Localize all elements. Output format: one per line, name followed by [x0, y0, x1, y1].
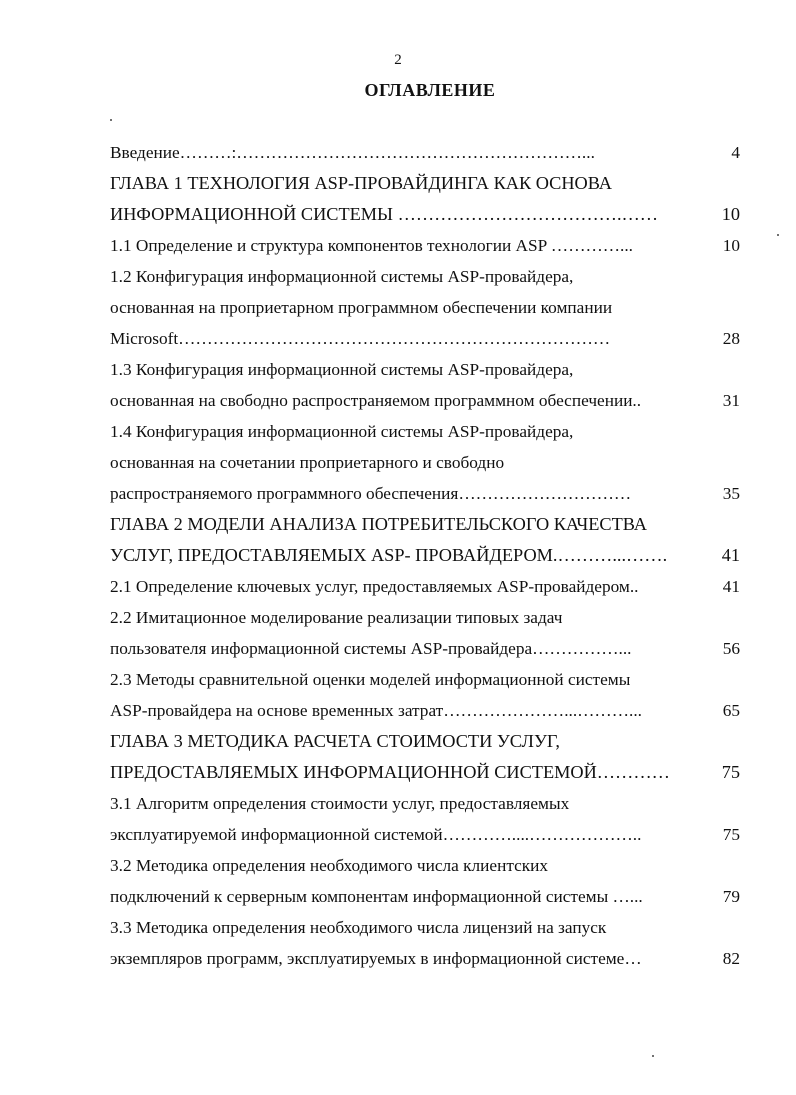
- toc-entry-3-1: [0, 788, 796, 819]
- toc-entry-text: УСЛУГ, ПРЕДОСТАВЛЯЕМЫХ ASP- ПРОВАЙДЕРОМ.………...…….: [110, 545, 668, 565]
- toc-entry-text: Microsoft…………………………………………………………………: [110, 329, 611, 348]
- toc-entry-page: 35: [722, 484, 740, 503]
- toc-entry-text: эксплуатируемой информационной системой…………....………………..: [110, 825, 642, 844]
- toc-entry-page: 41: [721, 545, 740, 565]
- toc-entry-text: Введение………:……………………………………………………...: [110, 143, 595, 162]
- toc-entry-3-2: [0, 850, 796, 881]
- toc-entry-text: основанная на сочетании проприетарного и свободно: [110, 453, 505, 472]
- toc-chapter-1-heading-cont: [0, 199, 796, 230]
- toc-entry-2-2: [0, 602, 796, 633]
- toc-entry-text: 3.1 Алгоритм определения стоимости услуг, предоставляемых: [110, 794, 570, 813]
- toc-entry-text: ПРЕДОСТАВЛЯЕМЫХ ИНФОРМАЦИОННОЙ СИСТЕМОЙ…………: [110, 762, 670, 782]
- toc-entry-page: 75: [721, 762, 740, 782]
- toc-entry-text: распространяемого программного обеспечения…………………………: [110, 484, 632, 503]
- toc-entry-text: основанная на проприетарном программном обеспечении компании: [110, 298, 613, 317]
- toc-entry-2-3-cont: [0, 695, 796, 726]
- toc-entry-3-2-cont: [0, 881, 796, 912]
- toc-entry-1-4-cont: [0, 478, 796, 509]
- scan-speck: [110, 119, 112, 121]
- toc-entry-text: 2.3 Методы сравнительной оценки моделей информационной системы: [110, 670, 631, 689]
- toc-entry-text: 2.1 Определение ключевых услуг, предоставляемых ASP-провайдером..: [110, 577, 639, 596]
- toc-entry-text: 2.2 Имитационное моделирование реализации типовых задач: [110, 608, 563, 627]
- toc-chapter-1-heading: [0, 168, 796, 199]
- toc-chapter-3-heading-cont: [0, 757, 796, 788]
- toc-entry-page: 10: [722, 236, 740, 255]
- toc-entry-1-2: [0, 261, 796, 292]
- toc-entry-1-4-cont: [0, 447, 796, 478]
- toc-entry-page: 82: [722, 949, 740, 968]
- toc-entry-1-3: [0, 354, 796, 385]
- toc-entry-text: ГЛАВА 3 МЕТОДИКА РАСЧЕТА СТОИМОСТИ УСЛУГ,: [110, 731, 560, 751]
- toc-entry-1-1: [0, 230, 796, 261]
- toc-entry-1-3-cont: [0, 385, 796, 416]
- toc-entry-text: ГЛАВА 1 ТЕХНОЛОГИЯ ASP-ПРОВАЙДИНГА КАК ОСНОВА: [110, 173, 612, 193]
- toc-entry-3-3-cont: [0, 943, 796, 974]
- toc-entry-page: 4: [731, 143, 740, 162]
- toc-entry-page: 56: [722, 639, 740, 658]
- toc-entry-page: 75: [722, 825, 740, 844]
- toc-entry-text: 3.2 Методика определения необходимого числа клиентских: [110, 856, 549, 875]
- toc-title: ОГЛАВЛЕНИЕ: [364, 80, 496, 100]
- toc-entry-text: 3.3 Методика определения необходимого числа лицензий на запуск: [110, 918, 607, 937]
- toc-entry-3-3: [0, 912, 796, 943]
- toc-chapter-2-heading-cont: [0, 540, 796, 571]
- toc-entry-text: 1.3 Конфигурация информационной системы ASP-провайдера,: [110, 360, 574, 379]
- toc-entry-page: 65: [722, 701, 740, 720]
- toc-entry-text: 1.1 Определение и структура компонентов технологии ASP …………...: [110, 236, 633, 255]
- toc-entry-text: 1.2 Конфигурация информационной системы ASP-провайдера,: [110, 267, 574, 286]
- toc-entry-3-1-cont: [0, 819, 796, 850]
- toc-entry-text: экземпляров программ, эксплуатируемых в информационной системе…: [110, 949, 642, 968]
- toc-entry-2-1: [0, 571, 796, 602]
- scan-speck: [777, 234, 779, 236]
- toc-entry-page: 28: [722, 329, 740, 348]
- toc-entry-text: ГЛАВА 2 МОДЕЛИ АНАЛИЗА ПОТРЕБИТЕЛЬСКОГО КАЧЕСТВА: [110, 514, 647, 534]
- toc-entry-1-2-cont: [0, 323, 796, 354]
- toc-chapter-2-heading: [0, 509, 796, 540]
- toc-entry-text: ASP-провайдера на основе временных затрат…………………...………...: [110, 701, 642, 720]
- toc-entry-page: 10: [721, 204, 740, 224]
- toc-entry-text: подключений к серверным компонентам информационной системы …...: [110, 887, 643, 906]
- page-number: 2: [394, 52, 402, 68]
- toc-entry-2-2-cont: [0, 633, 796, 664]
- toc-entry-text: пользователя информационной системы ASP-провайдера……………...: [110, 639, 632, 658]
- toc-entry-text: 1.4 Конфигурация информационной системы ASP-провайдера,: [110, 422, 574, 441]
- toc-entry-2-3: [0, 664, 796, 695]
- scan-speck: [652, 1055, 654, 1057]
- toc-entry-page: 79: [722, 887, 740, 906]
- toc-entry-page: 41: [722, 577, 740, 596]
- toc-entry-text: основанная на свободно распространяемом программном обеспечении..: [110, 391, 642, 410]
- toc-entry-text: ИНФОРМАЦИОННОЙ СИСТЕМЫ ……………………………….……: [110, 204, 659, 224]
- toc-entry-1-2-cont: [0, 292, 796, 323]
- toc-entry-introduction: [0, 137, 796, 168]
- toc-chapter-3-heading: [0, 726, 796, 757]
- toc-entry-page: 31: [722, 391, 740, 410]
- toc-entry-1-4: [0, 416, 796, 447]
